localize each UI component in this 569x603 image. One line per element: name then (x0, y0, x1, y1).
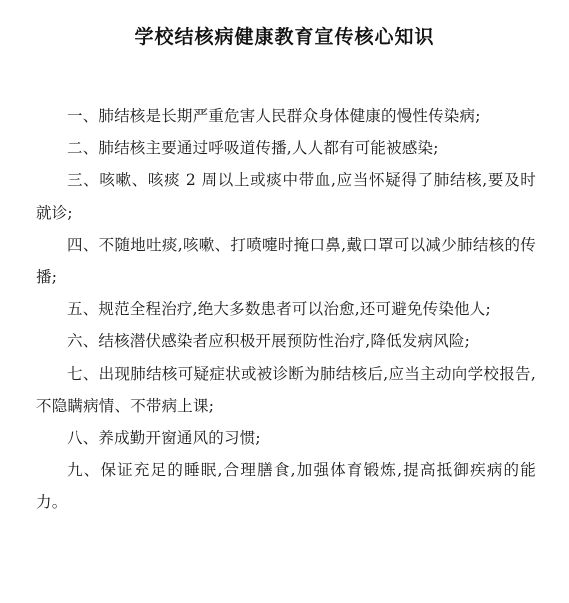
knowledge-item-8: 八、养成勤开窗通风的习惯; (67, 429, 261, 448)
knowledge-item-5: 五、规范全程治疗,绝大多数患者可以治愈,还可避免传染他人; (67, 300, 491, 319)
knowledge-item-1: 一、肺结核是长期严重危害人民群众身体健康的慢性传染病; (67, 107, 481, 125)
document-title: 学校结核病健康教育宣传核心知识 (134, 26, 435, 48)
knowledge-item-9: 九、保证充足的睡眠,合理膳食,加强体育锻炼,提高抵御疾病的能力。 (36, 461, 536, 512)
knowledge-item-2: 二、肺结核主要通过呼吸道传播,人人都有可能被感染; (67, 139, 439, 158)
knowledge-list (36, 100, 536, 519)
knowledge-item-3: 三、咳嗽、咳痰 2 周以上或痰中带血,应当怀疑得了肺结核,要及时就诊; (36, 171, 536, 222)
knowledge-item-6: 六、结核潜伏感染者应积极开展预防性治疗,降低发病风险; (67, 332, 471, 351)
knowledge-item-7: 七、出现肺结核可疑症状或被诊断为肺结核后,应当主动向学校报告,不隐瞒病情、不带病上课; (36, 364, 536, 415)
knowledge-item-4: 四、不随地吐痰,咳嗽、打喷嚏时掩口鼻,戴口罩可以减少肺结核的传播; (36, 235, 536, 287)
